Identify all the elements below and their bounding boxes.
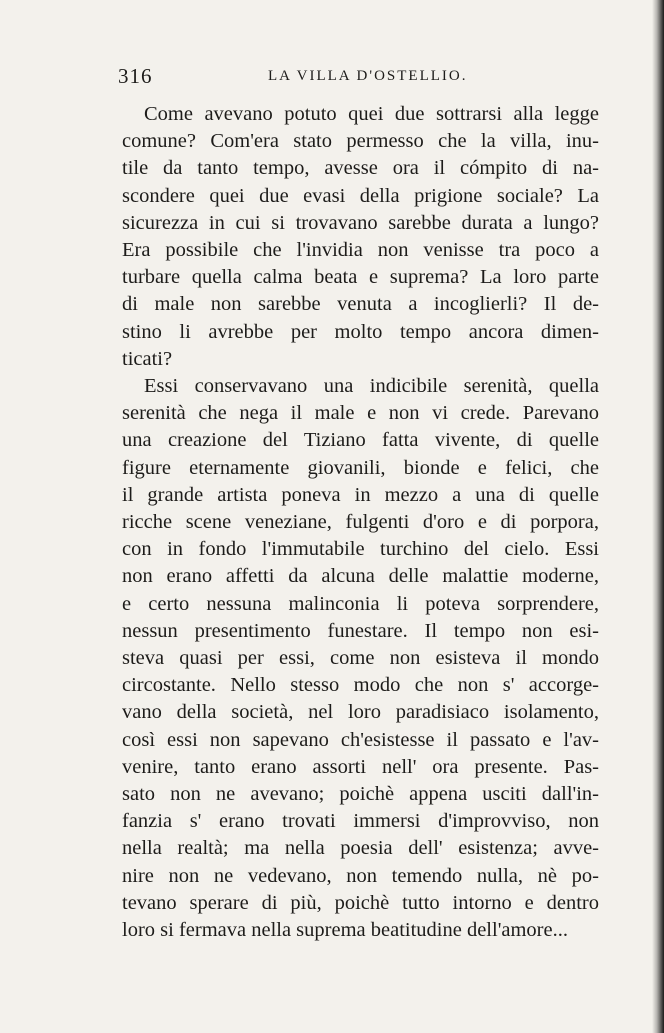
text-line: non erano affetti da alcuna delle malattie moderne, xyxy=(122,565,599,588)
text-line: nessun presentimento funestare. Il tempo non esi- xyxy=(122,619,599,642)
text-line: loro si fermava nella suprema beatitudine dell'amore... xyxy=(122,919,568,942)
text-line: una creazione del Tiziano fatta vivente, di quelle xyxy=(122,429,599,452)
paragraph-1 xyxy=(122,101,599,373)
text-line: stino li avrebbe per molto tempo ancora dimen- xyxy=(122,320,599,343)
text-line: steva quasi per essi, come non esisteva il mondo xyxy=(122,647,599,670)
text-line: Essi conservavano una indicibile serenità, quella xyxy=(144,375,599,398)
page-header xyxy=(118,64,598,94)
text-line: nella realtà; ma nella poesia dell' esistenza; avve- xyxy=(122,837,599,860)
text-line: nire non ne vedevano, non temendo nulla, nè po- xyxy=(122,864,599,887)
text-line: ricche scene veneziane, fulgenti d'oro e di porpora, xyxy=(122,511,599,534)
text-line: vano della società, nel loro paradisiaco isolamento, xyxy=(122,701,599,724)
text-line: Come avevano potuto quei due sottrarsi alla legge xyxy=(144,103,599,125)
text-line: Era possibile che l'invidia non venisse tra poco a xyxy=(122,239,599,262)
text-line: scondere quei due evasi della prigione sociale? La xyxy=(122,184,599,207)
text-line: comune? Com'era stato permesso che la villa, inu- xyxy=(122,130,599,153)
text-line: figure eternamente giovanili, bionde e felici, che xyxy=(122,456,599,479)
text-line: tile da tanto tempo, avesse ora il cómpito di na- xyxy=(122,157,599,180)
text-line: di male non sarebbe venuta a incoglierli? Il de- xyxy=(122,293,599,316)
page-edge-shadow xyxy=(652,0,664,1033)
text-line: sicurezza in cui si trovavano sarebbe durata a lungo? xyxy=(122,211,599,234)
text-line: circostante. Nello stesso modo che non s' accorge- xyxy=(122,674,599,697)
text-line: con in fondo l'immutabile turchino del cielo. Essi xyxy=(122,538,599,561)
text-line: ticati? xyxy=(122,347,173,370)
text-line: serenità che nega il male e non vi crede. Parevano xyxy=(122,402,599,425)
text-line: sato non ne avevano; poichè appena usciti dall'in- xyxy=(122,783,599,806)
page-number: 316 xyxy=(118,64,153,88)
text-line: così essi non sapevano ch'esistesse il passato e l'av- xyxy=(122,728,599,751)
text-line: tevano sperare di più, poichè tutto intorno e dentro xyxy=(122,891,599,914)
text-line: e certo nessuna malinconia li poteva sorprendere, xyxy=(122,592,599,615)
running-title: LA VILLA D'OSTELLIO. xyxy=(268,68,468,84)
body-text xyxy=(122,101,599,944)
text-line: turbare quella calma beata e suprema? La loro parte xyxy=(122,266,599,289)
text-line: venire, tanto erano assorti nell' ora presente. Pas- xyxy=(122,755,599,778)
paragraph-2 xyxy=(122,373,599,944)
text-line: il grande artista poneva in mezzo a una di quelle xyxy=(122,483,599,506)
text-line: fanzia s' erano trovati immersi d'improvviso, non xyxy=(122,810,599,833)
